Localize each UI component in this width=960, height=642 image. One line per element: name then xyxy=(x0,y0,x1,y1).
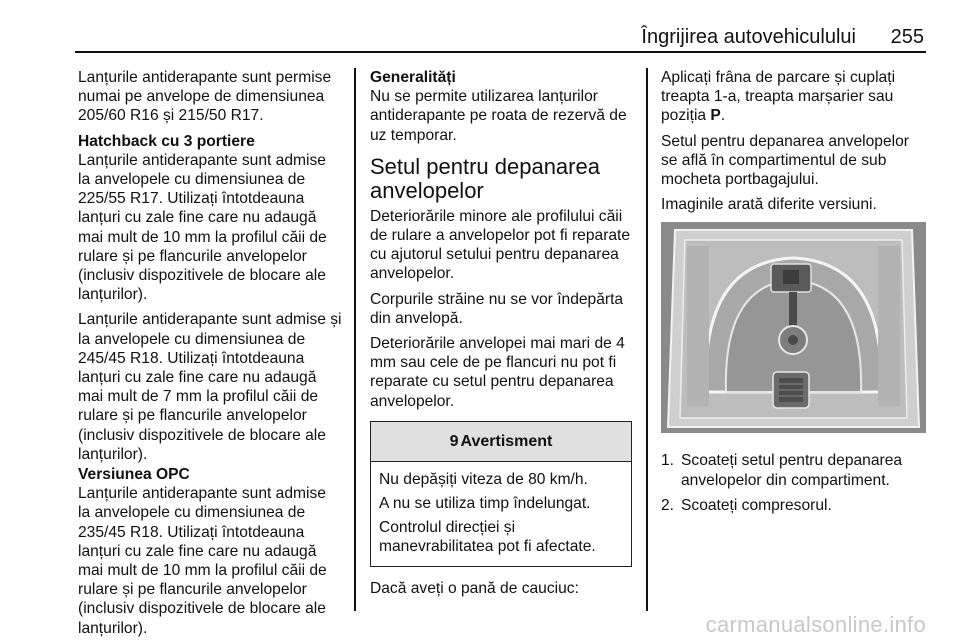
step-number: 2. xyxy=(661,496,675,514)
after-warning-text: Dacă aveți o pană de cauciuc: xyxy=(370,579,579,597)
warning-line: Controlul direcției și manevrabilitatea pot fi afectate. xyxy=(379,519,596,556)
gear-position-p: P xyxy=(710,107,721,125)
section-heading-hatchback: Hatchback cu 3 portiere xyxy=(78,132,255,150)
trunk-compartment-drawing xyxy=(661,222,926,433)
warning-line: A nu se utiliza timp îndelungat. xyxy=(379,495,591,513)
paragraph: Setul pentru depanarea anvelopelor se află în compartimentul de sub mocheta portbagajului. xyxy=(661,132,909,189)
section-title: Setul pentru depanarea anvelopelor xyxy=(370,153,600,203)
paragraph: Corpurile străine nu se vor îndepărta din anvelopă. xyxy=(370,290,624,327)
column-1 xyxy=(78,68,342,642)
step-number: 1. xyxy=(661,452,675,470)
watermark: carmanualsonline.info xyxy=(705,612,926,637)
section-heading-opc: Versiunea OPC xyxy=(78,466,190,484)
paragraph: Lanțurile antiderapante sunt admise la anvelopele cu dimensiunea de 225/55 R17. Utilizați întotdeauna lanțuri cu zale fine care nu adaugă mai mult de 10 mm la profilul căii de rulare și pe flancurile anvelopelor (inclusiv dispozitivele de blocare ale lanțurilor). xyxy=(78,151,327,304)
warning-line: Nu depășiți viteza de 80 km/h. xyxy=(379,470,588,488)
paragraph: Aplicați frâna de parcare și cuplați treapta 1-a, treapta marșarier sau poziția P. xyxy=(661,69,896,125)
warning-box xyxy=(370,421,632,567)
column-3 xyxy=(661,68,926,521)
general-heading: Generalități xyxy=(370,69,456,86)
step-text: Scoateți compresorul. xyxy=(681,496,832,514)
column-divider-1 xyxy=(354,68,356,611)
paragraph: Deteriorările anvelopei mai mari de 4 mm sau cele de pe flancuri nu pot fi reparate cu setul pentru depanarea anvelopelor. xyxy=(370,335,625,410)
page-number: 255 xyxy=(890,26,924,48)
column-divider-2 xyxy=(646,68,648,611)
paragraph: Imaginile arată diferite versiuni. xyxy=(661,196,877,214)
page-header xyxy=(75,24,926,50)
column-2 xyxy=(370,68,632,604)
warning-icon: 9 xyxy=(449,432,459,450)
intro-paragraph: Lanțurile antiderapante sunt permise numai pe anvelope de dimensiunea 205/60 R16 și 215/50 R17. xyxy=(78,69,332,125)
warning-body xyxy=(371,462,631,566)
paragraph: Lanțurile antiderapante sunt admise la anvelopele cu dimensiunea de 235/45 R18. Utilizați întotdeauna lanțuri cu zale fine care nu adaugă mai mult de 10 mm la profilul căii de rulare și pe flancurile anvelopelor (inclusiv dispozitivele de blocare ale lanțurilor). xyxy=(78,485,327,637)
warning-header xyxy=(371,422,631,462)
list-item xyxy=(661,496,926,515)
steps-list xyxy=(661,451,926,515)
step-text: Scoateți setul pentru depanarea anvelopelor din compartiment. xyxy=(681,452,903,489)
paragraph: Deteriorările minore ale profilului căii de rulare a anvelopelor pot fi reparate cu ajutorul setului pentru depanarea anvelopelor. xyxy=(370,207,631,283)
general-text: Nu se permite utilizarea lanțurilor antiderapante pe roata de rezervă de uz temporar. xyxy=(370,88,627,144)
page-title: Îngrijirea autovehiculului xyxy=(641,26,856,48)
list-item xyxy=(661,451,926,489)
warning-title: Avertisment xyxy=(460,432,553,450)
header-rule xyxy=(75,51,926,53)
paragraph: Lanțurile antiderapante sunt admise și la anvelopele cu dimensiunea de 245/45 R18. Utilizați întotdeauna lanțuri cu zale fine care nu adaugă mai mult de 7 mm la profilul căii de rulare și pe flancurile anvelopelor (inclusiv dispozitivele de blocare ale lanțurilor). xyxy=(78,311,342,463)
trunk-compartment-illustration xyxy=(661,222,926,433)
